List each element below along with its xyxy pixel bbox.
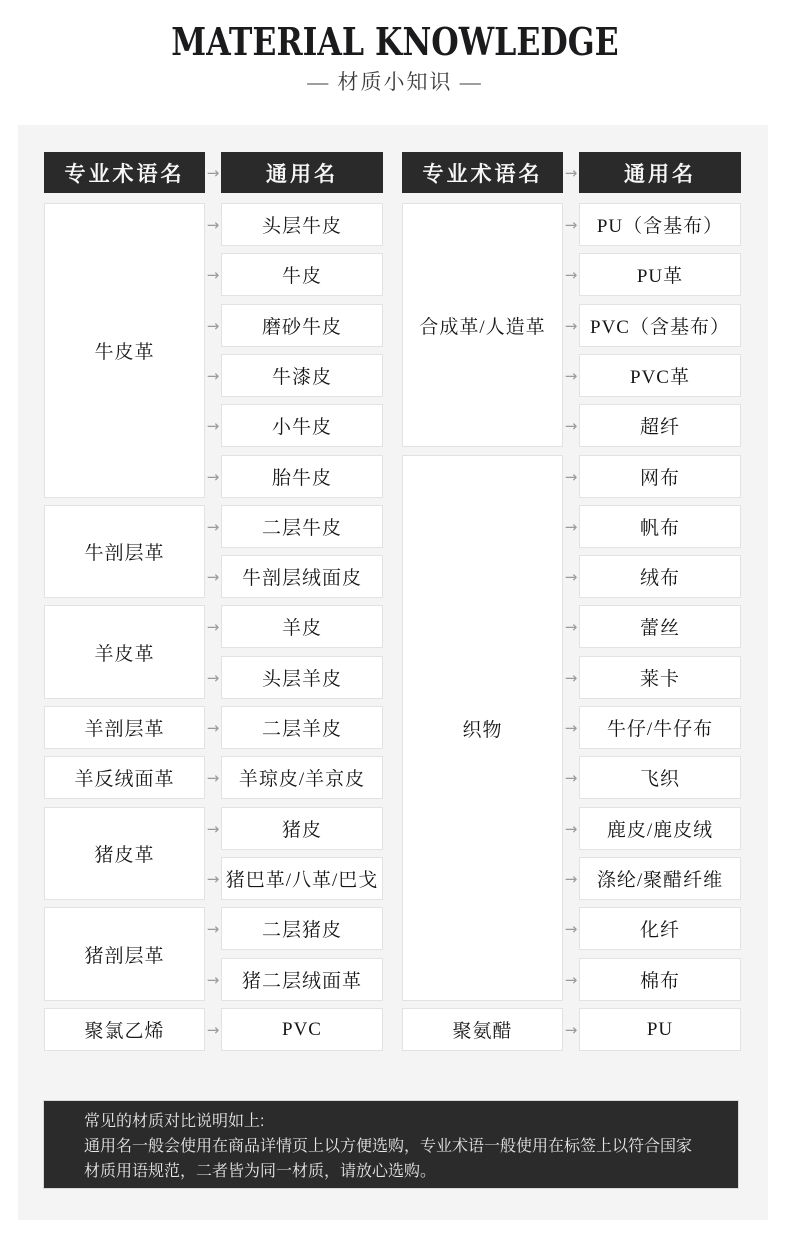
arrow-icon: → bbox=[564, 718, 578, 737]
common-cell: 小牛皮 bbox=[221, 404, 383, 447]
common-cell: 绒布 bbox=[579, 555, 741, 598]
page-subtitle: — 材质小知识 — bbox=[307, 70, 483, 94]
arrow-icon: → bbox=[564, 517, 578, 536]
common-cell: PVC革 bbox=[579, 354, 741, 397]
term-cell: 聚氨醋 bbox=[402, 1008, 563, 1051]
common-cell: 牛皮 bbox=[221, 253, 383, 296]
arrow-icon: → bbox=[564, 567, 578, 586]
common-cell: 猪巴革/八革/巴戈 bbox=[221, 857, 383, 900]
arrow-icon: → bbox=[564, 617, 578, 636]
arrow-icon: → bbox=[206, 869, 220, 888]
arrow-icon: → bbox=[206, 819, 220, 838]
term-cell: 牛剖层革 bbox=[44, 505, 205, 598]
arrow-icon: → bbox=[564, 163, 578, 182]
arrow-icon: → bbox=[206, 163, 220, 182]
common-cell: 羊琼皮/羊京皮 bbox=[221, 756, 383, 799]
column-header-term: 专业术语名 bbox=[402, 152, 563, 193]
arrow-icon: → bbox=[206, 467, 220, 486]
arrow-icon: → bbox=[564, 467, 578, 486]
arrow-icon: → bbox=[564, 970, 578, 989]
common-cell: 头层羊皮 bbox=[221, 656, 383, 699]
arrow-icon: → bbox=[564, 316, 578, 335]
arrow-icon: → bbox=[206, 366, 220, 385]
term-cell: 羊皮革 bbox=[44, 605, 205, 699]
note-box bbox=[43, 1100, 739, 1189]
arrow-icon: → bbox=[564, 668, 578, 687]
term-cell: 猪皮革 bbox=[44, 807, 205, 900]
common-cell: 头层牛皮 bbox=[221, 203, 383, 246]
arrow-icon: → bbox=[206, 215, 220, 234]
common-cell: 蕾丝 bbox=[579, 605, 741, 648]
common-cell: 涤纶/聚醋纤维 bbox=[579, 857, 741, 900]
common-cell: 化纤 bbox=[579, 907, 741, 950]
common-cell: 超纤 bbox=[579, 404, 741, 447]
common-cell: PU bbox=[579, 1008, 741, 1051]
common-cell: PVC bbox=[221, 1008, 383, 1051]
common-cell: 磨砂牛皮 bbox=[221, 304, 383, 347]
term-cell: 牛皮革 bbox=[44, 203, 205, 498]
term-cell: 猪剖层革 bbox=[44, 907, 205, 1001]
arrow-icon: → bbox=[564, 366, 578, 385]
arrow-icon: → bbox=[206, 668, 220, 687]
arrow-icon: → bbox=[564, 869, 578, 888]
term-cell: 羊反绒面革 bbox=[44, 756, 205, 799]
common-cell: 猪皮 bbox=[221, 807, 383, 850]
common-cell: 二层羊皮 bbox=[221, 706, 383, 749]
note-body: 通用名一般会使用在商品详情页上以方便选购，专业术语一般使用在标签上以符合国家材质用语规范，二者皆为同一材质，请放心选购。 bbox=[84, 1138, 693, 1180]
term-cell: 聚氯乙烯 bbox=[44, 1008, 205, 1051]
note-heading: 常见的材质对比说明如上: bbox=[84, 1113, 265, 1130]
arrow-icon: → bbox=[206, 919, 220, 938]
common-cell: 牛漆皮 bbox=[221, 354, 383, 397]
arrow-icon: → bbox=[564, 1020, 578, 1039]
page-title: MATERIAL KNOWLEDGE bbox=[171, 19, 619, 64]
arrow-icon: → bbox=[564, 819, 578, 838]
arrow-icon: → bbox=[206, 416, 220, 435]
arrow-icon: → bbox=[206, 316, 220, 335]
arrow-icon: → bbox=[564, 919, 578, 938]
common-cell: 网布 bbox=[579, 455, 741, 498]
common-cell: 猪二层绒面革 bbox=[221, 958, 383, 1001]
common-cell: 二层猪皮 bbox=[221, 907, 383, 950]
arrow-icon: → bbox=[564, 768, 578, 787]
arrow-icon: → bbox=[206, 517, 220, 536]
common-cell: 帆布 bbox=[579, 505, 741, 548]
term-cell: 羊剖层革 bbox=[44, 706, 205, 749]
common-cell: 羊皮 bbox=[221, 605, 383, 648]
arrow-icon: → bbox=[206, 970, 220, 989]
term-cell: 合成革/人造革 bbox=[402, 203, 563, 447]
column-header-common: 通用名 bbox=[579, 152, 741, 193]
common-cell: PU（含基布） bbox=[579, 203, 741, 246]
common-cell: 飞织 bbox=[579, 756, 741, 799]
common-cell: 牛仔/牛仔布 bbox=[579, 706, 741, 749]
common-cell: 鹿皮/鹿皮绒 bbox=[579, 807, 741, 850]
arrow-icon: → bbox=[564, 416, 578, 435]
common-cell: PU革 bbox=[579, 253, 741, 296]
arrow-icon: → bbox=[206, 1020, 220, 1039]
column-header-term: 专业术语名 bbox=[44, 152, 205, 193]
common-cell: 棉布 bbox=[579, 958, 741, 1001]
arrow-icon: → bbox=[206, 567, 220, 586]
common-cell: 牛剖层绒面皮 bbox=[221, 555, 383, 598]
arrow-icon: → bbox=[206, 617, 220, 636]
arrow-icon: → bbox=[206, 265, 220, 284]
common-cell: 胎牛皮 bbox=[221, 455, 383, 498]
common-cell: 二层牛皮 bbox=[221, 505, 383, 548]
arrow-icon: → bbox=[206, 768, 220, 787]
common-cell: PVC（含基布） bbox=[579, 304, 741, 347]
arrow-icon: → bbox=[564, 265, 578, 284]
arrow-icon: → bbox=[564, 215, 578, 234]
common-cell: 莱卡 bbox=[579, 656, 741, 699]
column-header-common: 通用名 bbox=[221, 152, 383, 193]
term-cell: 织物 bbox=[402, 455, 563, 1001]
arrow-icon: → bbox=[206, 718, 220, 737]
